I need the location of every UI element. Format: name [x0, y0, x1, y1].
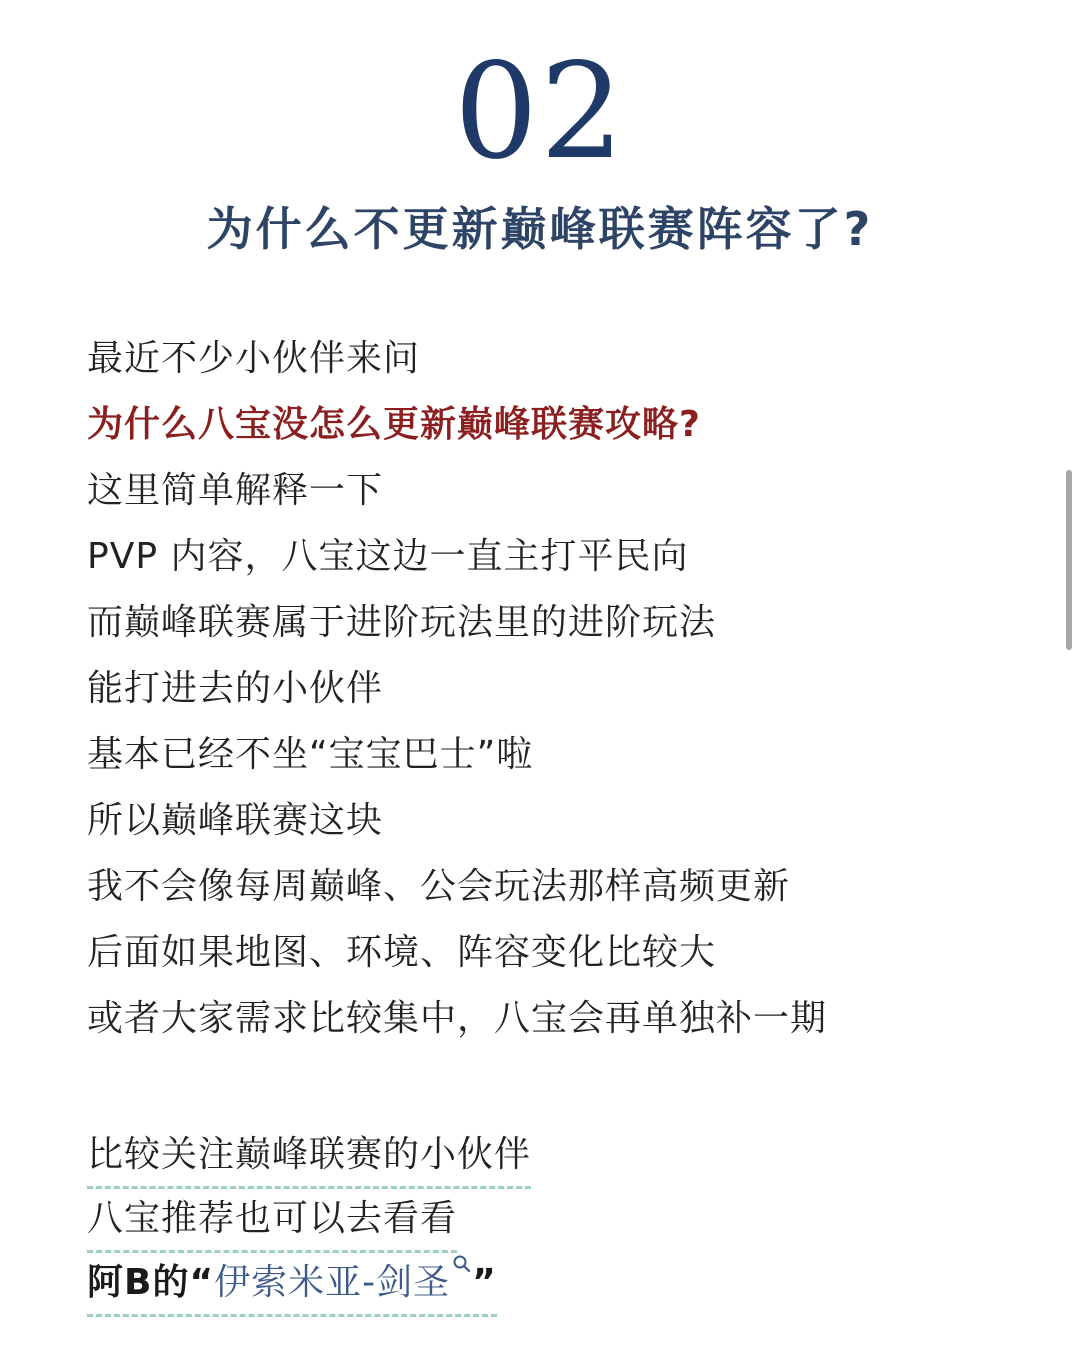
search-icon[interactable]: [450, 1258, 472, 1284]
body-line: 能打进去的小伙伴: [87, 668, 384, 709]
search-link-text[interactable]: 伊索米亚-剑圣: [214, 1262, 451, 1303]
body-line: 所以巅峰联赛这块: [87, 800, 384, 841]
body-line: 我不会像每周巅峰、公会玩法那样高频更新: [87, 866, 791, 907]
recommend-prefix: 阿B的“: [87, 1262, 215, 1303]
scrollbar[interactable]: [1066, 470, 1072, 650]
section-heading: 为什么不更新巅峰联赛阵容了?: [206, 202, 874, 256]
recommend-line-3: [87, 1258, 497, 1317]
recommend-line-1: 比较关注巅峰联赛的小伙伴: [87, 1130, 531, 1189]
body-line: 这里简单解释一下: [87, 470, 384, 511]
recommend-line-2: 八宝推荐也可以去看看: [87, 1194, 457, 1253]
body-line: 而巅峰联赛属于进阶玩法里的进阶玩法: [87, 602, 717, 643]
highlight-question: 为什么八宝没怎么更新巅峰联赛攻略?: [87, 404, 701, 445]
body-line: 基本已经不坐“宝宝巴士”啦: [87, 734, 534, 775]
body-line: PVP 内容，八宝这边一直主打平民向: [87, 536, 689, 577]
recommend-suffix: ”: [472, 1262, 497, 1303]
body-line: 或者大家需求比较集中，八宝会再单独补一期: [87, 998, 828, 1039]
body-line: 后面如果地图、环境、阵容变化比较大: [87, 932, 717, 973]
body-line: 最近不少小伙伴来问: [87, 338, 421, 379]
section-number: 02: [454, 35, 626, 189]
